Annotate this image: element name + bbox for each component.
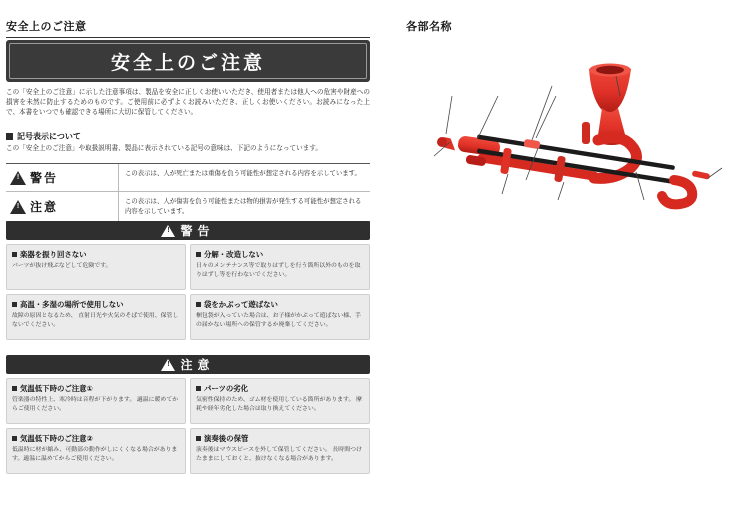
cell-body: 管楽器の特性上、寒冷時は音程が下がります。 適温に暖めてからご使用ください。 (12, 397, 179, 412)
bullet-square-icon (196, 386, 201, 391)
warning-triangle-icon: ! (161, 225, 175, 237)
bullet-square-icon (196, 302, 201, 307)
table-row (6, 192, 370, 221)
right-page-header: 各部名称 (406, 21, 452, 33)
cell-title: パーツの劣化 (196, 383, 364, 394)
list-item (190, 244, 370, 290)
intro-paragraph: この「安全上のご注意」に示した注意事項は、製品を安全に正しくお使いいただき、使用者または他人への危害や財産への損害を未然に防止するためのものです。ご使用前に必ずよくお読みいただき、正しくお使いください。お読みになった上で、本書をいつでも確認できる場所に大切に保管してください。 (6, 89, 370, 117)
list-item (6, 294, 186, 340)
warning-triangle-icon: ! (10, 200, 26, 214)
cell-body: 気密性保持のため、ゴム材を使用している箇所があります。 摩耗や経年劣化した場合は取り換えてください。 (196, 397, 362, 412)
cell-body: 故障の原因となるため、 直射日光や火気のそばで使用、保管しないでください。 (12, 313, 179, 328)
cell-body: 演奏後はマウスピースを外して保管してください。 長時間つけたままにしておくと、抜けなくなる場合があります。 (196, 447, 362, 462)
legend-keyword: 注意 (30, 200, 59, 215)
list-item (6, 244, 186, 290)
legend-key-warning (6, 164, 119, 191)
caution-cell-grid (6, 378, 370, 474)
trombone-illustration (406, 52, 746, 212)
bullet-square-icon (12, 252, 17, 257)
legend-key-caution (6, 192, 119, 221)
left-page-header: 安全上のご注意 (6, 18, 370, 38)
cell-title: 分解・改造しない (196, 249, 364, 260)
band-warning (6, 221, 370, 240)
table-row (6, 164, 370, 192)
band-warning-label: 警告 (180, 224, 215, 238)
warning-cell-grid (6, 244, 370, 340)
right-column (376, 0, 754, 528)
cell-body: 低温時に材が縮み、可動部の動作がしにくくなる場合があります。適温に温めてからご使用ください。 (12, 447, 178, 462)
bullet-square-icon (196, 252, 201, 257)
bullet-square-icon (12, 302, 17, 307)
symbols-note: この「安全上のご注意」や取扱説明書、製品に表示されている記号の意味は、下記のようになっています。 (6, 145, 322, 152)
cell-title: 袋をかぶって遊ばない (196, 299, 364, 310)
cell-body: 日々のメンテナンス等で取りはずしを行う箇所以外のものを取りはずし等を行わないでください。 (196, 263, 361, 278)
cell-body: 梱包袋が入っていた場合は、お子様がかぶって遊ばない様、手の届かない場所への保管するか廃棄してください。 (196, 313, 361, 328)
band-caution (6, 355, 370, 374)
band-caution-label: 注意 (180, 358, 215, 372)
section-title-symbols: 記号表示について (6, 131, 81, 142)
trombone-diagram (406, 52, 746, 212)
list-item (190, 428, 370, 474)
bullet-square-icon (6, 133, 13, 140)
cell-body: パーツが抜け飛ぶなどして危険です。 (12, 263, 112, 269)
symbol-legend-table (6, 163, 370, 222)
legend-keyword: 警告 (30, 171, 59, 185)
list-item (6, 378, 186, 424)
bullet-square-icon (12, 436, 17, 441)
bullet-square-icon (12, 386, 17, 391)
cell-title: 演奏後の保管 (196, 433, 364, 444)
hero-title: 安全上のご注意 (110, 52, 265, 74)
cell-title: 気温低下時のご注意① (12, 383, 180, 394)
left-column (0, 0, 376, 528)
legend-text: この表示は、人が傷害を負う可能性または物的損害が発生する可能性が想定される内容を示しています。 (125, 198, 362, 215)
hero-banner (6, 40, 370, 82)
legend-text: この表示は、人が死亡または重傷を負う可能性が想定される内容を示しています。 (125, 170, 361, 177)
cell-title: 気温低下時のご注意② (12, 433, 180, 444)
cell-title: 楽器を振り回さない (12, 249, 180, 260)
warning-triangle-icon: ! (10, 171, 26, 185)
list-item (190, 294, 370, 340)
warning-triangle-icon: ! (161, 359, 175, 371)
bullet-square-icon (196, 436, 201, 441)
list-item (6, 428, 186, 474)
cell-title: 高温・多湿の場所で使用しない (12, 299, 180, 310)
list-item (190, 378, 370, 424)
